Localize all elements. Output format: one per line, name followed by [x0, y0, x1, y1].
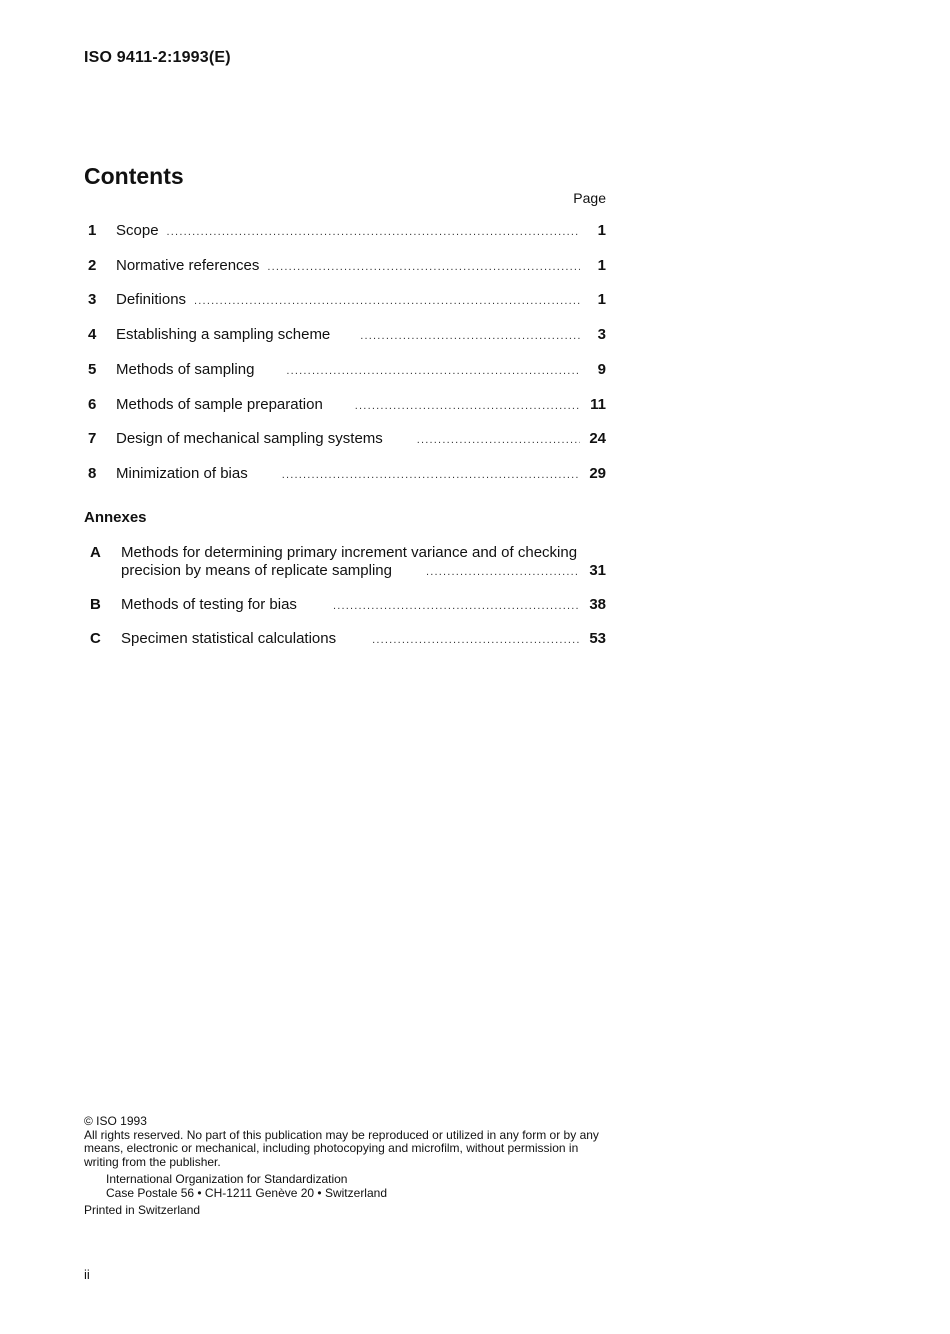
toc-entry-number: 7: [88, 430, 97, 447]
annex-page: 31: [589, 562, 606, 579]
copyright-footer: [84, 1115, 614, 1218]
dot-leader: [360, 330, 580, 342]
dot-leader: [167, 226, 580, 238]
toc-entry-title: Methods of sampling: [116, 361, 255, 378]
toc-entry-title: Establishing a sampling scheme: [116, 326, 331, 343]
dot-leader: [333, 600, 580, 612]
annex-title-line2-row: [121, 562, 606, 579]
annex-title-row: [121, 596, 606, 613]
dot-leader: [194, 295, 580, 307]
annex-letter: B: [90, 596, 101, 613]
toc-entry-title: Design of mechanical sampling systems: [116, 430, 383, 447]
dot-leader: [355, 400, 580, 412]
annex-title: Methods of testing for bias: [121, 596, 297, 613]
dot-leader: [286, 365, 580, 377]
dot-leader: [267, 261, 580, 273]
toc-entry-title: Normative references: [116, 257, 260, 274]
toc-entry-page: 9: [597, 361, 606, 378]
printed-in: Printed in Switzerland: [84, 1203, 201, 1217]
toc-entry-page: 11: [590, 396, 606, 413]
toc-entry-title: Scope: [116, 222, 159, 239]
toc-entry-page: 1: [597, 291, 606, 308]
publisher-address: Case Postale 56 • CH-1211 Genève 20 • Switzerland: [106, 1185, 387, 1200]
toc-entry-number: 1: [88, 222, 97, 239]
toc-entry-mechanical-sampling[interactable]: [84, 430, 606, 450]
annex-page: 53: [589, 630, 606, 647]
toc-entry-methods-of-sampling[interactable]: [84, 361, 606, 381]
toc-entry-sampling-scheme[interactable]: [84, 326, 606, 346]
annex-entry-c[interactable]: [84, 630, 606, 650]
toc-entry-number: 2: [88, 257, 97, 274]
toc-entry-definitions[interactable]: [84, 291, 606, 311]
annex-title-line1: Methods for determining primary increment variance and of checking: [121, 544, 578, 561]
annex-letter: A: [90, 544, 101, 561]
toc-entry-number: 3: [88, 291, 97, 308]
toc-entry-title: Minimization of bias: [116, 465, 248, 482]
copyright-notice: © ISO 1993: [84, 1114, 147, 1128]
dot-leader: [417, 434, 580, 446]
toc-entry-number: 5: [88, 361, 97, 378]
toc-entry-number: 6: [88, 396, 97, 413]
page-column-label: Page: [573, 190, 606, 206]
annex-title: Specimen statistical calculations: [121, 630, 337, 647]
page-number: ii: [84, 1267, 90, 1282]
annex-title-row: [121, 630, 606, 647]
toc-entry-page: 3: [597, 326, 606, 343]
toc-entry-title: Definitions: [116, 291, 187, 308]
annex-entry-b[interactable]: [84, 596, 606, 616]
annexes-heading: Annexes: [84, 509, 147, 526]
dot-leader: [282, 469, 580, 481]
toc-entry-page: 29: [589, 465, 606, 482]
toc-entry-page: 24: [589, 430, 606, 447]
toc-entry-page: 1: [597, 222, 606, 239]
toc-entry-sample-preparation[interactable]: [84, 396, 606, 416]
annex-page: 38: [589, 596, 606, 613]
publisher-block: [84, 1173, 614, 1200]
dot-leader: [372, 634, 580, 646]
annex-entry-a[interactable]: [84, 544, 606, 582]
document-id: ISO 9411-2:1993(E): [84, 49, 231, 66]
toc-entry-scope[interactable]: [84, 222, 606, 242]
toc-entry-number: 8: [88, 465, 97, 482]
annex-letter: C: [90, 630, 101, 647]
toc-entry-number: 4: [88, 326, 97, 343]
toc-entry-page: 1: [597, 257, 606, 274]
toc-entry-normative-references[interactable]: [84, 257, 606, 277]
toc-entry-minimization-of-bias[interactable]: [84, 465, 606, 485]
dot-leader: [426, 566, 580, 578]
annex-title-line2: precision by means of replicate sampling: [121, 562, 392, 579]
rights-statement: All rights reserved. No part of this publication may be reproduced or utilized in any form or by any means, electronic or mechanical, including photocopying and microfilm, without permission in writing from the publisher.: [84, 1127, 599, 1169]
toc-entry-title: Methods of sample preparation: [116, 396, 323, 413]
contents-title: Contents: [84, 163, 184, 189]
publisher-name: International Organization for Standardization: [106, 1172, 348, 1186]
